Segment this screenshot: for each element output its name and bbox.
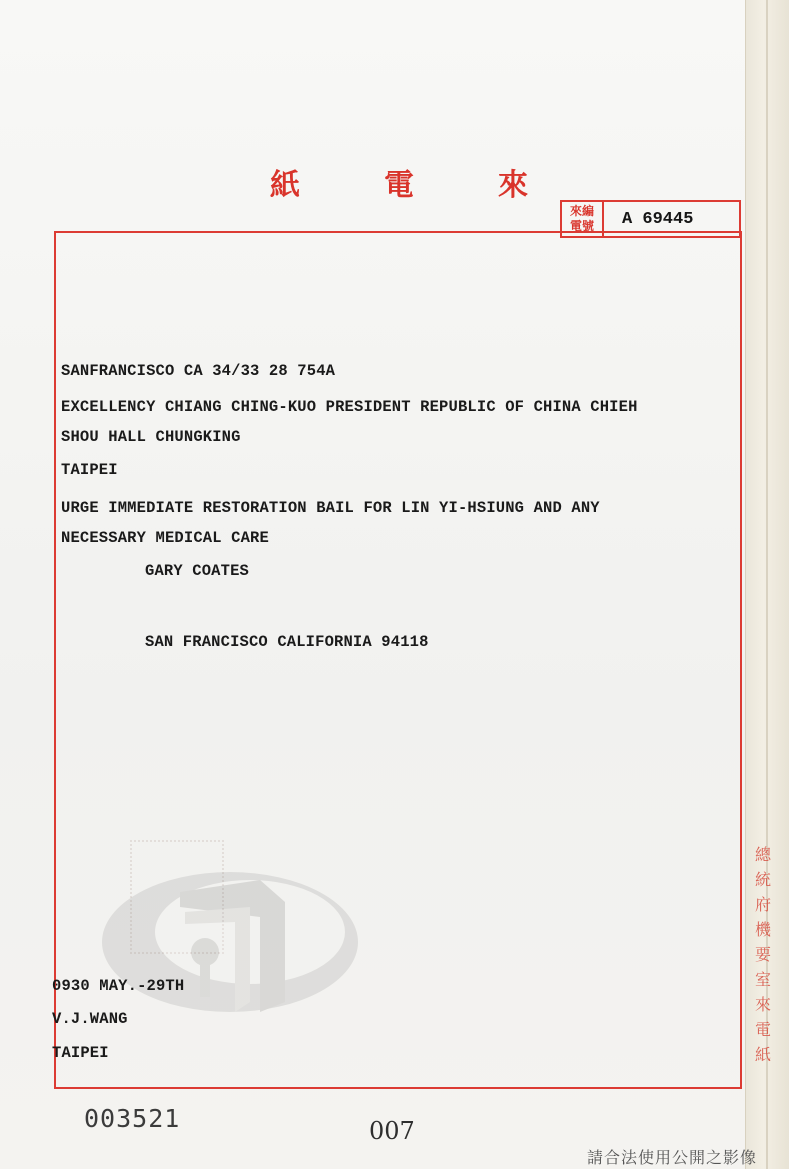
side-label-char: 電 (754, 1020, 771, 1039)
side-label-char: 府 (754, 895, 771, 914)
side-label-char: 室 (754, 970, 771, 989)
form-title-char: 來 (498, 168, 530, 203)
form-title-char: 電 (384, 168, 416, 203)
sender-name: GARY COATES (145, 562, 249, 580)
side-label-char: 機 (754, 920, 771, 939)
receipt-time-date: 0930 MAY.-29TH (52, 977, 185, 995)
reference-number: A 69445 (622, 209, 694, 229)
side-label-char: 統 (754, 870, 771, 889)
archive-watermark-icon (100, 862, 360, 1022)
usage-notice: 請合法使用公開之影像 (587, 1148, 758, 1167)
message-line: TAIPEI (61, 461, 118, 479)
message-line: SANFRANCISCO CA 34/33 28 754A (61, 362, 336, 380)
message-line: SHOU HALL CHUNGKING (61, 428, 241, 446)
message-line: URGE IMMEDIATE RESTORATION BAIL FOR LIN YI-HSIUNG AND ANY (61, 499, 600, 517)
side-form-label (748, 842, 778, 1067)
receipt-operator: V.J.WANG (52, 1010, 128, 1028)
message-line: EXCELLENCY CHIANG CHING-KUO PRESIDENT REPUBLIC OF CHINA CHIEH (61, 398, 638, 416)
form-title (270, 160, 530, 204)
document-number: 003521 (84, 1104, 181, 1133)
reference-label-line: 來編 (569, 204, 594, 218)
receipt-location: TAIPEI (52, 1044, 109, 1062)
sender-address: SAN FRANCISCO CALIFORNIA 94118 (145, 633, 429, 651)
side-label-char: 來 (754, 995, 771, 1014)
message-line: NECESSARY MEDICAL CARE (61, 529, 269, 547)
side-label-char: 要 (754, 945, 771, 964)
side-label-char: 總 (754, 845, 771, 864)
page-number: 007 (369, 1117, 415, 1145)
side-label-char: 紙 (754, 1045, 771, 1064)
form-title-char: 紙 (270, 168, 302, 203)
reference-label-line: 電號 (569, 219, 594, 233)
